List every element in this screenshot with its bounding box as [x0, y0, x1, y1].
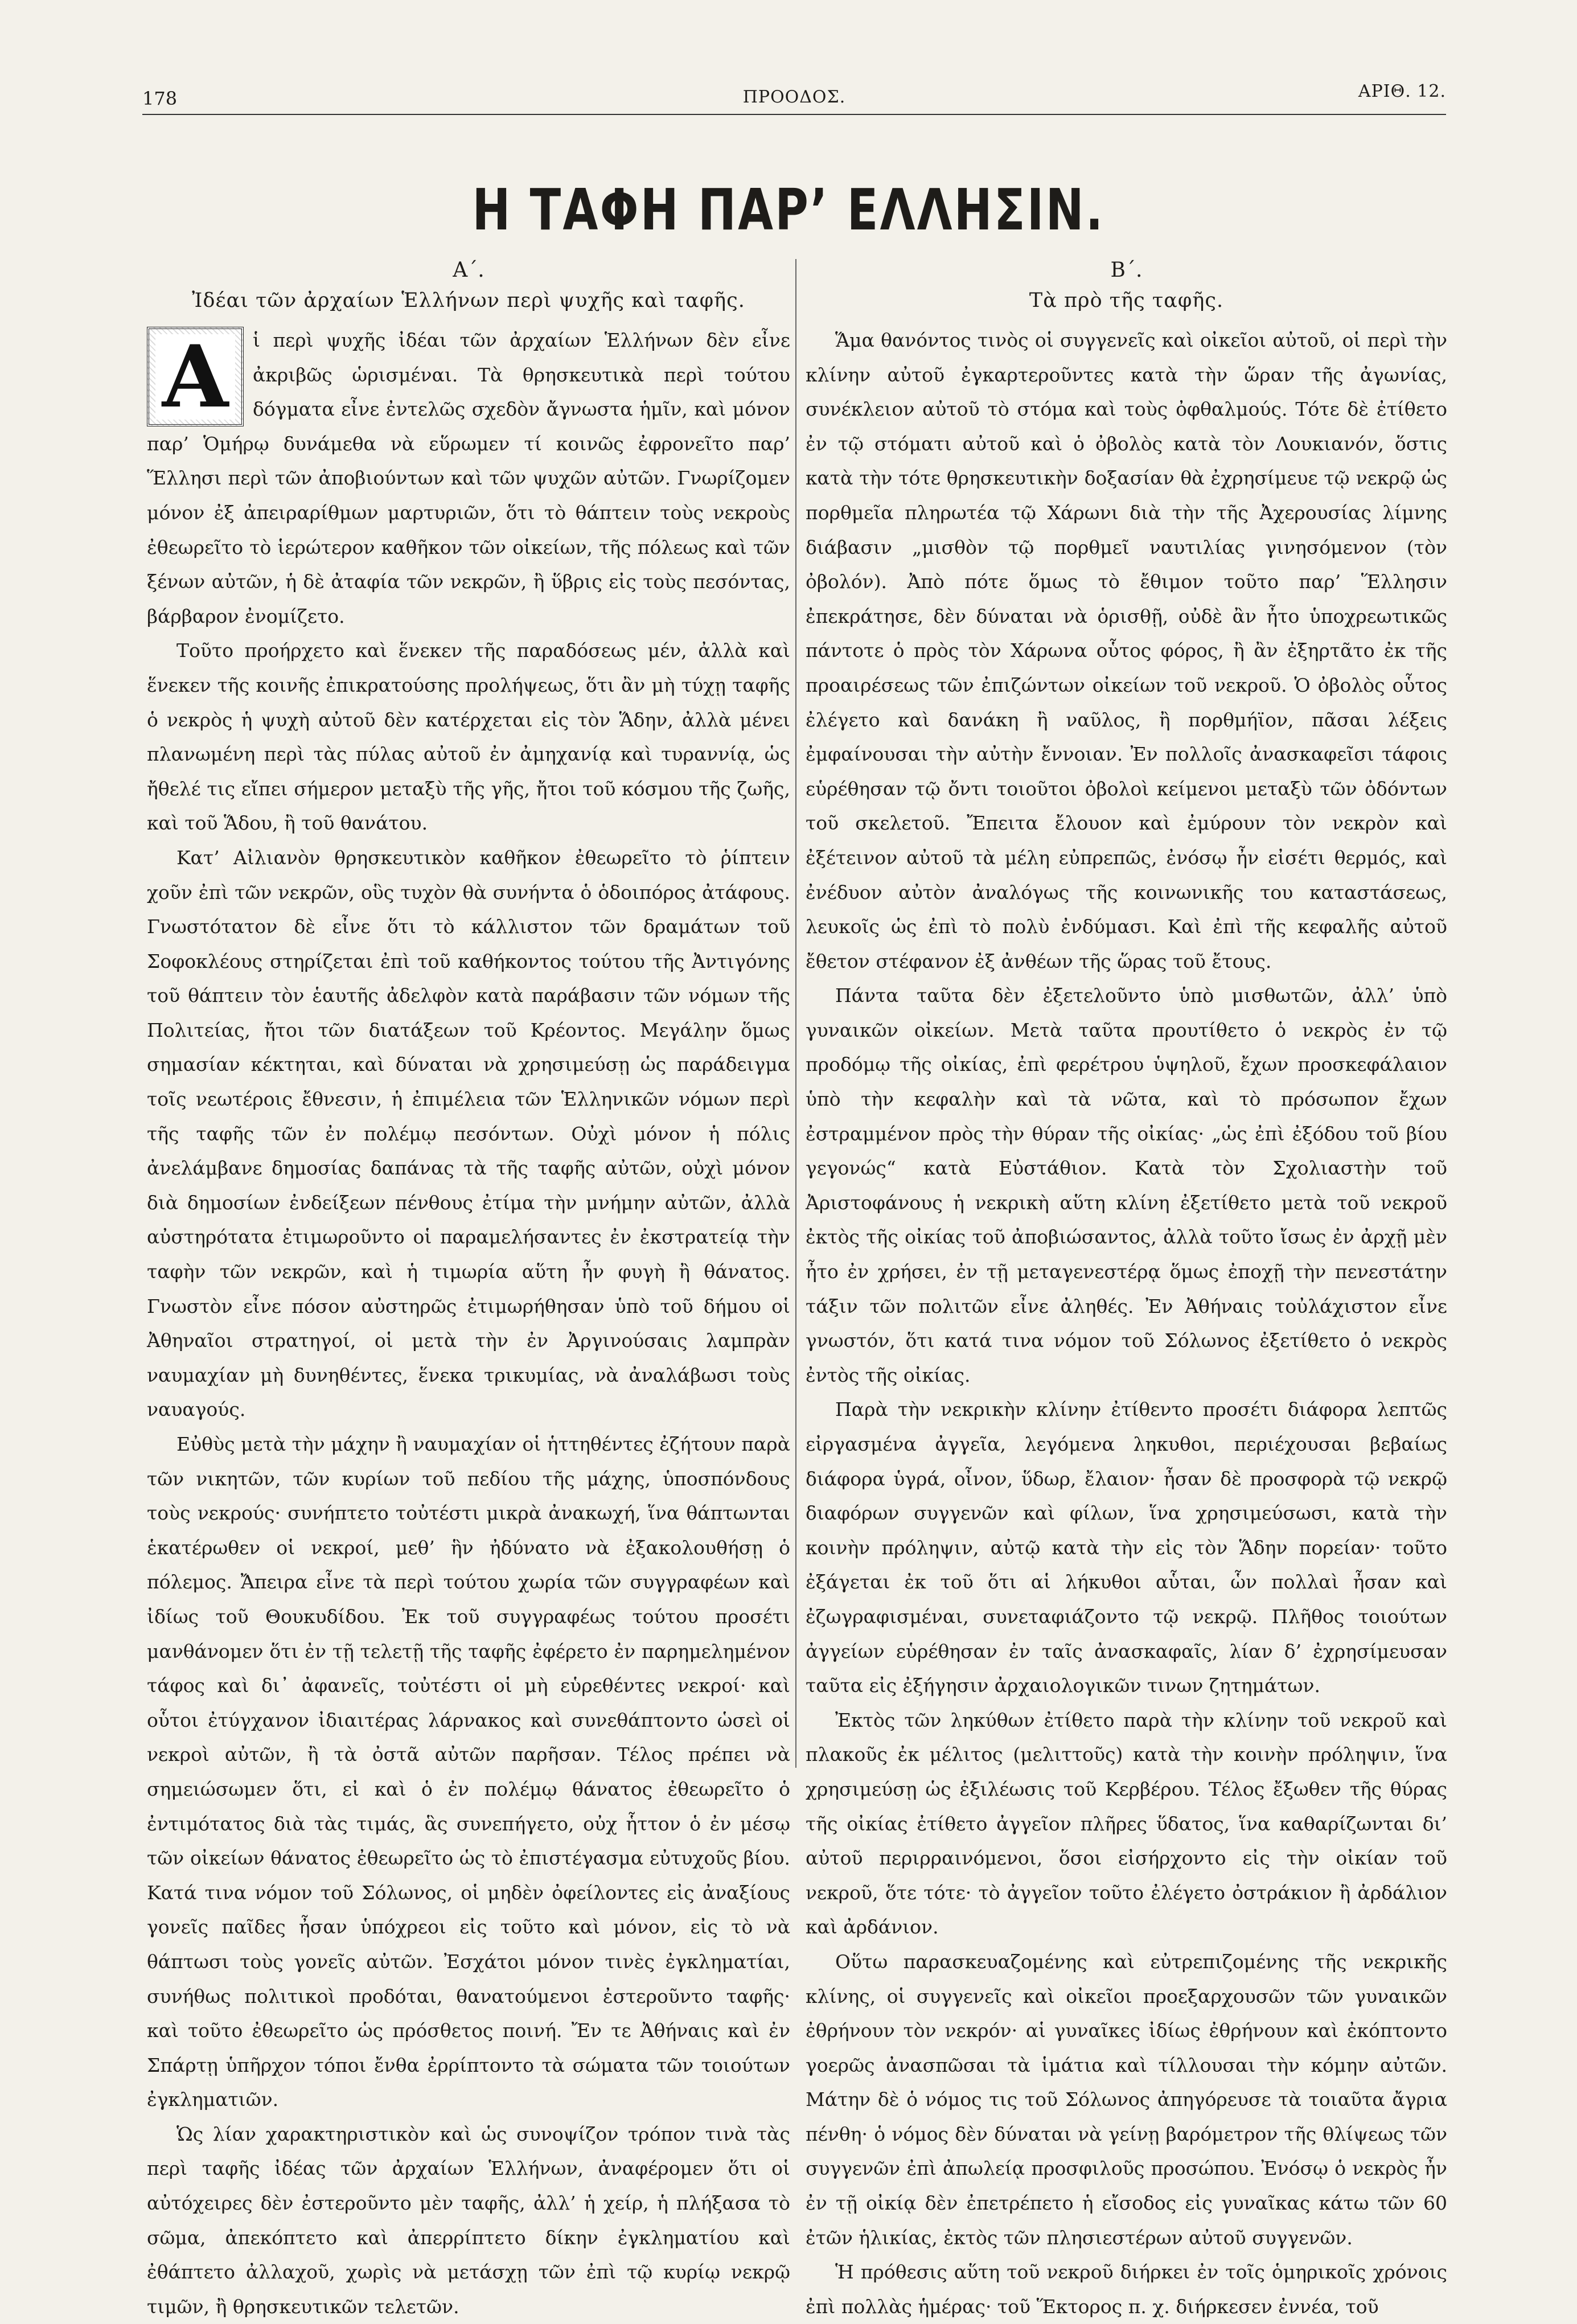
- paragraph: Ὡς λίαν χαρακτηριστικὸν καὶ ὡς συνοψίζον τρόπον τινὰ τὰς περὶ ταφῆς ἰδέας τῶν ἀρχαίων Ἑλλήνων, ἀναφέρομεν ὅτι οἱ αὐτόχειρες δὲν ἐστεροῦντο μὲν ταφῆς, ἀλλ’ ἡ χείρ, ἡ πλήξασα τὸ σῶμα, ἀπεκόπτετο καὶ ἀπερρίπτετο δίκην ἐγκληματίου καὶ ἐθάπτετο ἀλλαχοῦ, χωρὶς νὰ μετάσχῃ τῶν ἐπὶ τῷ κυρίῳ νεκρῷ τιμῶν, ἢ θρησκευτικῶν τελετῶν.: [147, 2122, 790, 2318]
- paragraph: Παρὰ τὴν νεκρικὴν κλίνην ἐτίθεντο προσέτι διάφορα λεπτῶς εἰργασμένα ἀγγεῖα, λεγόμενα ληκυθοι, περιέχουσαι βεβαίως διάφορα ὑγρά, οἶνον, ὕδωρ, ἔλαιον· ἦσαν δὲ προσφορὰ τῷ νεκρῷ διαφόρων συγγενῶν καὶ φίλων, ἵνα χρησιμεύσωσι, κατὰ τὴν κοινὴν πρόληψιν, αὐτῷ κατὰ τὴν εἰς τὸν Ἅδην πορείαν· τοῦτο ἐξάγεται ἐκ τοῦ ὅτι αἱ λήκυθοι αὗται, ὧν πολλαὶ ἦσαν καὶ ἐζωγραφισμέναι, συνεταφιάζοντο τῷ νεκρῷ. Πλῆθος τοιούτων ἀγγείων εὑρέθησαν ἐν ταῖς ἀνασκαφαῖς, λίαν δ’ ἐχρησίμευσαν ταῦτα εἰς ἐξήγησιν ἀρχαιολογικῶν τινων ζητημάτων.: [806, 1398, 1447, 1697]
- paragraph: ἱ περὶ ψυχῆς ἰδέαι τῶν ἀρχαίων Ἑλλήνων δὲν εἶνε ἀκριβῶς ὡρισμέναι. Τὰ θρησκευτικὰ περὶ τούτου δόγματα εἶνε ἐντελῶς σχεδὸν ἄγνωστα ἡμῖν, καὶ μόνον παρ’ Ὁμήρῳ δυνάμεθα νὰ εὕρωμεν τί κοινῶς ἐφρονεῖτο παρ’ Ἕλλησι περὶ τῶν ἀποβιούντων καὶ τῶν ψυχῶν αὐτῶν. Γνωρίζομεν μόνον ἐξ ἀπειραρίθμων μαρτυριῶν, ὅτι τὸ θάπτειν τοὺς νεκροὺς ἐθεωρεῖτο τὸ ἱερώτερον καθῆκον τῶν οἰκείων, τῆς πόλεως καὶ τῶν ξένων αὐτῶν, ἡ δὲ ἀταφία τῶν νεκρῶν, ἢ ὕβρις εἰς τοὺς πεσόντας, βάρβαρον ἐνομίζετο.: [147, 329, 790, 627]
- paragraph: Πάντα ταῦτα δὲν ἐξετελοῦντο ὑπὸ μισθωτῶν, ἀλλ’ ὑπὸ γυναικῶν οἰκείων. Μετὰ ταῦτα προυτίθετο ὁ νεκρὸς ἐν τῷ προδόμῳ τῆς οἰκίας, ἐπὶ φερέτρου ὑψηλοῦ, ἔχων προσκεφάλαιον ὑπὸ τὴν κεφαλὴν καὶ τὰ νῶτα, καὶ τὸ πρόσωπον ἔχων ἐστραμμένον πρὸς τὴν θύραν τῆς οἰκίας· „ὡς ἐπὶ ἐξόδου τοῦ βίου γεγονώς“ κατὰ Εὐστάθιον. Κατὰ τὸν Σχολιαστὴν τοῦ Ἀριστοφάνους ἡ νεκρικὴ αὕτη κλίνη ἐξετίθετο μετὰ τοῦ νεκροῦ ἐκτὸς τῆς οἰκίας τοῦ ἀποβιώσαντος, ἀλλὰ τοῦτο ἴσως ἐν ἀρχῇ μὲν ἦτο ἐν χρήσει, ἐν τῇ μεταγενεστέρᾳ ὅμως ἐποχῇ τὴν πενεστάτην τάξιν τῶν πολιτῶν εἶνε ἀληθές. Ἐν Ἀθήναις τοὐλάχιστον εἶνε γνωστόν, ὅτι κατά τινα νόμον τοῦ Σόλωνος ἐξετίθετο ὁ νεκρὸς ἐντὸς τῆς οἰκίας.: [806, 984, 1447, 1386]
- section-a-label: Α΄.: [453, 258, 484, 282]
- paragraph: Οὕτω παρασκευαζομένης καὶ εὐτρεπιζομένης τῆς νεκρικῆς κλίνης, οἱ συγγενεῖς καὶ οἰκεῖοι προεξαρχουσῶν τῶν γυναικῶν ἐθρήνουν τὸν νεκρόν· αἱ γυναῖκες ἰδίως ἐθρήνουν καὶ ἐκόπτοντο γοερῶς ἀνασπῶσαι τὰ ἱμάτια καὶ τίλλουσαι τὴν κόμην αὐτῶν. Μάτην δὲ ὁ νόμος τις τοῦ Σόλωνος ἀπηγόρευσε τὰ τοιαῦτα ἄγρια πένθη· ὁ νόμος δὲν δύναται νὰ γείνῃ βαρόμετρον τῆς θλίψεως τῶν συγγενῶν ἐπὶ ἀπωλείᾳ προσφιλοῦς προσώπου. Ἐνόσῳ ὁ νεκρὸς ἦν ἐν τῇ οἰκίᾳ δὲν ἐπετρέπετο ἡ εἴσοδος εἰς γυναῖκας κάτω τῶν 60 ἐτῶν ἡλικίας, ἐκτὸς τῶν πλησιεστέρων αὐτοῦ συγγενῶν.: [806, 1950, 1447, 2249]
- journal-name: ΠΡΟΟΔΟΣ.: [742, 87, 846, 107]
- page-header: [142, 81, 1446, 115]
- paragraph: Ἡ πρόθεσις αὕτη τοῦ νεκροῦ διήρκει ἐν τοῖς ὁμηρικοῖς χρόνοις ἐπὶ πολλὰς ἡμέρας· τοῦ Ἕκτορος π. χ. διήρκεσεν ἐννέα, τοῦ: [806, 2261, 1447, 2318]
- paragraph: Ἅμα θανόντος τινὸς οἱ συγγενεῖς καὶ οἰκεῖοι αὐτοῦ, οἱ περὶ τὴν κλίνην αὐτοῦ ἐγκαρτεροῦντες κατὰ τὴν ὥραν τῆς ἀγωνίας, συνέκλειον αὐτοῦ τὸ στόμα καὶ τοὺς ὀφθαλμούς. Τότε δὲ ἐτίθετο ἐν τῷ στόματι αὐτοῦ καὶ ὁ ὀβολὸς κατὰ τὸν Λουκιανόν, ὅστις κατὰ τὴν τότε θρησκευτικὴν δοξασίαν θὰ ἐχρησίμευε τῷ νεκρῷ ὡς πορθμεῖα πληρωτέα τῷ Χάρωνι διὰ τὴν τῆς Ἀχερουσίας λίμνης διάβασιν „μισθὸν τῷ πορθμεῖ ναυτιλίας γινησόμενον (τὸν ὀβολόν). Ἀπὸ πότε ὅμως τὸ ἔθιμον τοῦτο παρ’ Ἕλλησιν ἐπεκράτησε, δὲν δύναται νὰ ὁρισθῇ, οὐδὲ ἂν ἦτο ὑποχρεωτικῶς πάντοτε ὁ πρὸς τὸν Χάρωνα οὗτος φόρος, ἢ ἂν ἐξηρτᾶτο ἐκ τῆς προαιρέσεως τῶν ἐπιζώντων οἰκείων τοῦ νεκροῦ. Ὁ ὀβολὸς οὗτος ἐλέγετο καὶ δανάκη ἢ ναῦλος, ἢ πορθμήϊον, πᾶσαι λέξεις ἐμφαίνουσαι τὴν αὐτὴν ἔννοιαν. Ἐν πολλοῖς ἀνασκαφεῖσι τάφοις εὑρέθησαν τῷ ὄντι τοιοῦτοι ὀβολοὶ κείμενοι μεταξὺ τῶν ὀδόντων τοῦ σκελετοῦ. Ἔπειτα ἔλουον καὶ ἐμύρουν τὸν νεκρὸν καὶ ἐξέτεινον αὐτοῦ τὰ μέλη εὐπρεπῶς, ἐνόσῳ ἦν εἰσέτι θερμός, καὶ ἐνέδυον αὐτὸν ἀναλόγως τῆς κοινωνικῆς του καταστάσεως, λευκοῖς ὡς ἐπὶ τὸ πολὺ ἐνδύμασι. Καὶ ἐπὶ τῆς κεφαλῆς αὐτοῦ ἔθετον στέφανον ἐξ ἀνθέων τῆς ὥρας τοῦ ἔτους.: [806, 329, 1447, 972]
- left-column: [147, 256, 790, 2324]
- drop-cap-initial: [147, 327, 244, 426]
- right-column: [806, 256, 1447, 2324]
- paragraph: Τοῦτο προήρχετο καὶ ἕνεκεν τῆς παραδόσεως μέν, ἀλλὰ καὶ ἕνεκεν τῆς κοινῆς ἐπικρατούσης προλήψεως, ὅτι ἂν μὴ τύχῃ ταφῆς ὁ νεκρὸς ἡ ψυχὴ αὐτοῦ δὲν κατέρχεται εἰς τὸν Ἅδην, ἀλλὰ μένει πλανωμένη περὶ τὰς πύλας αὐτοῦ ἐν ἀμηχανίᾳ καὶ τυραννίᾳ, ὡς ἤθελέ τις εἴπει σήμερον μεταξὺ τῆς γῆς, ἤτοι τοῦ κόσμου τῆς ζωῆς, καὶ τοῦ Ἅδου, ἢ τοῦ θανάτου.: [147, 639, 790, 835]
- section-a-subtitle: Ἰδέαι τῶν ἀρχαίων Ἑλλήνων περὶ ψυχῆς καὶ ταφῆς.: [192, 289, 745, 312]
- section-b-subtitle: Τὰ πρὸ τῆς ταφῆς.: [1029, 289, 1224, 312]
- issue-number: ΑΡΙΘ. 12.: [1358, 81, 1446, 101]
- article-title: Η ΤΑΦΗ ΠΑΡ’ ΕΛΛΗΣΙΝ.: [472, 176, 1105, 243]
- paragraph: Ἐκτὸς τῶν ληκύθων ἐτίθετο παρὰ τὴν κλίνην τοῦ νεκροῦ καὶ πλακοῦς ἐκ μέλιτος (μελιττοῦς) κατὰ τὴν κοινὴν πρόληψιν, ἵνα χρησιμεύσῃ ὡς ἐξιλέωσις τοῦ Κερβέρου. Τέλος ἔξωθεν τῆς θύρας τῆς οἰκίας ἐτίθετο ἀγγεῖον πλῆρες ὕδατος, ἵνα καθαρίζωνται δι’ αὐτοῦ περιρραινόμενοι, ὅσοι εἰσήρχοντο εἰς τὴν οἰκίαν τοῦ νεκροῦ, ὅτε τότε· τὸ ἀγγεῖον τοῦτο ἐλέγετο ὀστράκιον ἢ ἀρδάλιον καὶ ἀρδάνιον.: [806, 1709, 1447, 1939]
- paragraph: Κατ’ Αἰλιανὸν θρησκευτικὸν καθῆκον ἐθεωρεῖτο τὸ ῥίπτειν χοῦν ἐπὶ τῶν νεκρῶν, οὓς τυχὸν θὰ συνήντα ὁ ὁδοιπόρος ἀτάφους. Γνωστότατον δὲ εἶνε ὅτι τὸ κάλλιστον τῶν δραμάτων τοῦ Σοφοκλέους στηρίζεται ἐπὶ τοῦ καθήκοντος τούτου τῆς Ἀντιγόνης τοῦ θάπτειν τὸν ἑαυτῆς ἀδελφὸν κατὰ παράβασιν τῶν νόμων τῆς Πολιτείας, ἤτοι τῶν διατάξεων τοῦ Κρέοντος. Μεγάλην ὅμως σημασίαν κέκτηται, καὶ δύναται νὰ χρησιμεύσῃ ὡς παράδειγμα τοῖς νεωτέροις ἔθνεσιν, ἡ ἐπιμέλεια τῶν Ἑλληνικῶν νόμων περὶ τῆς ταφῆς τῶν ἐν πολέμῳ πεσόντων. Οὐχὶ μόνον ἡ πόλις ἀνελάμβανε δημοσίας δαπάνας τὰ τῆς ταφῆς αὐτῶν, οὐχὶ μόνον διὰ δημοσίων ἐνδείξεων πένθους ἐτίμα τὴν μνήμην αὐτῶν, ἀλλὰ αὐστηρότατα ἐτιμωροῦντο οἱ παραμελήσαντες ἐν ἐκστρατείᾳ τὴν ταφὴν τῶν νεκρῶν, καὶ ἡ τιμωρία αὕτη ἦν φυγὴ ἢ θάνατος. Γνωστὸν εἶνε πόσον αὐστηρῶς ἐτιμωρήθησαν ὑπὸ τοῦ δήμου οἱ Ἀθηναῖοι στρατηγοί, οἱ μετὰ τὴν ἐν Ἀργινούσαις λαμπρὰν ναυμαχίαν μὴ δυνηθέντες, ἕνεκα τρικυμίας, νὰ ἀναλάβωσι τοὺς ναυαγούς.: [147, 846, 790, 1421]
- drop-cap-letter: Α: [155, 334, 235, 420]
- paragraph: Εὐθὺς μετὰ τὴν μάχην ἢ ναυμαχίαν οἱ ἡττηθέντες ἐζήτουν παρὰ τῶν νικητῶν, τῶν κυρίων τοῦ πεδίου τῆς μάχης, ὑποσπόνδους τοὺς νεκρούς· συνήπτετο τοὐτέστι μικρὰ ἀνακωχή, ἵνα θάπτωνται ἑκατέρωθεν οἱ νεκροί, μεθ’ ἣν ἠδύνατο νὰ ἐξακολουθήσῃ ὁ πόλεμος. Ἄπειρα εἶνε τὰ περὶ τούτου χωρία τῶν συγγραφέων καὶ ἰδίως τοῦ Θουκυδίδου. Ἐκ τοῦ συγγραφέως τούτου προσέτι μανθάνομεν ὅτι ἐν τῇ τελετῇ τῆς ταφῆς ἐφέρετο ἐν παρημελημένον τάφος καὶ δι᾽ ἀφανεῖς, τοὐτέστι οἱ μὴ εὑρεθέντες νεκροί· καὶ οὗτοι ἐτύγχανον ἰδιαιτέρας λάρνακος καὶ συνεθάπτοντο ὡσεὶ οἱ νεκροὶ αὐτῶν, ἢ τὰ ὀστᾶ αὐτῶν παρῆσαν. Τέλος πρέπει νὰ σημειώσωμεν ὅτι, εἰ καὶ ὁ ἐν πολέμῳ θάνατος ἐθεωρεῖτο ὁ ἐντιμότατος διὰ τὰς τιμάς, ἃς συνεπήγετο, οὐχ ἧττον ὁ ἐν μέσῳ τῶν οἰκείων θάνατος ἐθεωρεῖτο ὡς τὸ ἐπιστέγασμα εὐτυχοῦς βίου. Κατά τινα νόμον τοῦ Σόλωνος, οἱ μηδὲν ὀφείλοντες εἰς ἀναξίους γονεῖς παῖδες ἦσαν ὑπόχρεοι εἰς τοῦτο καὶ μόνον, εἰς τὸ νὰ θάπτωσι τοὺς γονεῖς αὐτῶν. Ἐσχάτοι μόνον τινὲς ἐγκληματίαι, συνήθως πολιτικοὶ προδόται, θανατούμενοι ἐστεροῦντο ταφῆς· καὶ τοῦτο ἐθεωρεῖτο ὡς πρόσθετος ποινή. Ἔν τε Ἀθήναις καὶ ἐν Σπάρτῃ ὑπῆρχον τόποι ἔνθα ἐρρίπτοντο τὰ σώματα τῶν τοιούτων ἐγκληματιῶν.: [147, 1433, 790, 2111]
- section-b-label: Β΄.: [1110, 258, 1143, 282]
- column-divider: [795, 259, 796, 1768]
- page-number: 178: [142, 88, 178, 109]
